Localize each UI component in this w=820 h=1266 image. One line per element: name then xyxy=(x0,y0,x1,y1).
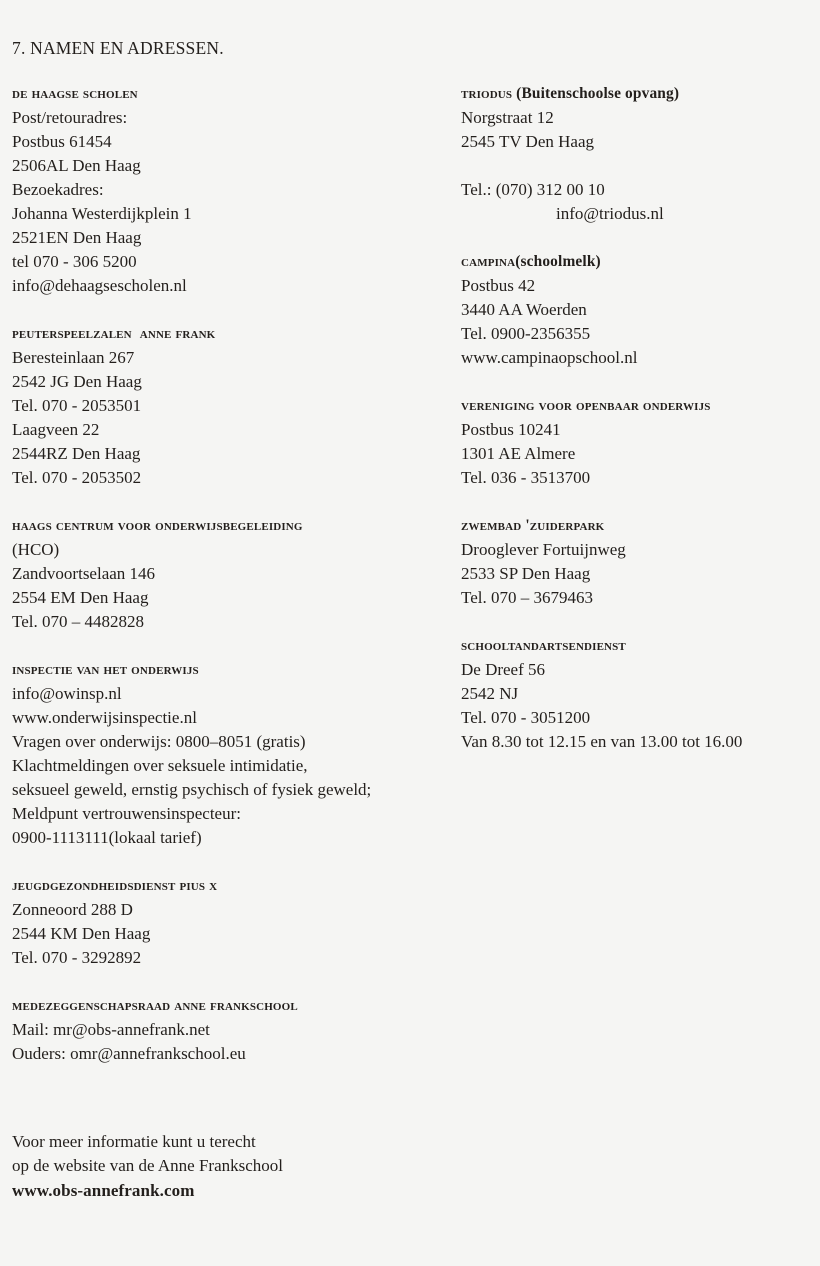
address-line: Tel.: (070) 312 00 10 xyxy=(461,180,605,199)
address-block xyxy=(461,514,820,610)
address-line: Mail: mr@obs-annefrank.net xyxy=(12,1020,210,1039)
address-block xyxy=(12,514,452,634)
address-line: Post/retouradres: xyxy=(12,108,128,127)
address-block xyxy=(461,394,820,490)
address-block-heading: de haagse scholen xyxy=(12,85,138,102)
address-line: Tel. 070 - 3051200 xyxy=(461,708,591,727)
address-block xyxy=(461,250,820,370)
address-line: Tel. 070 - 3292892 xyxy=(12,948,142,967)
address-line: 0900-1113111(lokaal tarief) xyxy=(12,828,202,847)
address-line: Norgstraat 12 xyxy=(461,108,554,127)
address-block xyxy=(12,658,452,850)
footer-line-1: Voor meer informatie kunt u terecht xyxy=(12,1132,256,1151)
address-line: 2554 EM Den Haag xyxy=(12,588,149,607)
address-line: 1301 AE Almere xyxy=(461,444,576,463)
heading-smallcaps-part: triodus xyxy=(461,85,513,102)
address-block-heading: jeugdgezondheidsdienst pius x xyxy=(12,877,218,894)
address-block-heading: schooltandartsendienst xyxy=(461,637,626,654)
address-line: Laagveen 22 xyxy=(12,420,100,439)
address-block xyxy=(461,82,820,226)
address-line: www.campinaopschool.nl xyxy=(461,348,638,367)
address-block xyxy=(12,82,452,298)
address-line: Tel. 036 - 3513700 xyxy=(461,468,591,487)
address-line: tel 070 - 306 5200 xyxy=(12,252,137,271)
address-line: seksueel geweld, ernstig psychisch of fysiek geweld; xyxy=(12,780,372,799)
address-block-heading: peuterspeelzalen anne frank xyxy=(12,325,216,342)
address-line: info@dehaagsescholen.nl xyxy=(12,276,187,295)
address-line: De Dreef 56 xyxy=(461,660,546,679)
address-block xyxy=(12,322,452,490)
address-line: 2544RZ Den Haag xyxy=(12,444,141,463)
address-line: 2506AL Den Haag xyxy=(12,156,141,175)
footer-line-2: op de website van de Anne Frankschool xyxy=(12,1156,283,1175)
address-line: www.onderwijsinspectie.nl xyxy=(12,708,197,727)
address-line: Postbus 61454 xyxy=(12,132,112,151)
address-line: Tel. 0900-2356355 xyxy=(461,324,591,343)
address-line: Ouders: omr@annefrankschool.eu xyxy=(12,1044,246,1063)
address-line: 2544 KM Den Haag xyxy=(12,924,151,943)
heading-normal-part: (Buitenschoolse opvang) xyxy=(512,85,680,102)
address-line: Bezoekadres: xyxy=(12,180,104,199)
address-line: Zandvoortselaan 146 xyxy=(12,564,156,583)
address-block-heading: haags centrum voor onderwijsbegeleiding xyxy=(12,517,303,534)
address-line: Klachtmeldingen over seksuele intimidatie, xyxy=(12,756,308,775)
address-line: 2542 NJ xyxy=(461,684,519,703)
address-line: Beresteinlaan 267 xyxy=(12,348,135,367)
address-block-heading: zwembad 'zuiderpark xyxy=(461,517,605,534)
address-block-heading: inspectie van het onderwijs xyxy=(12,661,199,678)
address-line: Vragen over onderwijs: 0800–8051 (gratis) xyxy=(12,732,306,751)
address-block xyxy=(12,994,452,1066)
address-line: 2542 JG Den Haag xyxy=(12,372,142,391)
footer xyxy=(12,1130,512,1204)
footer-website[interactable]: www.obs-annefrank.com xyxy=(12,1181,195,1200)
page-title: 7. NAMEN EN ADRESSEN. xyxy=(12,38,224,58)
address-line: Tel. 070 – 4482828 xyxy=(12,612,144,631)
address-block xyxy=(461,634,820,754)
address-line: Postbus 10241 xyxy=(461,420,561,439)
right-column xyxy=(461,82,820,778)
heading-smallcaps-part: campina xyxy=(461,253,516,270)
address-line: 2521EN Den Haag xyxy=(12,228,142,247)
blank-line xyxy=(461,154,820,178)
address-line: Drooglever Fortuijnweg xyxy=(461,540,626,559)
address-line: Van 8.30 tot 12.15 en van 13.00 tot 16.00 xyxy=(461,732,743,751)
address-line: info@owinsp.nl xyxy=(12,684,122,703)
address-block-heading xyxy=(461,250,820,274)
address-line: 3440 AA Woerden xyxy=(461,300,587,319)
address-line: Johanna Westerdijkplein 1 xyxy=(12,204,192,223)
heading-normal-part: (schoolmelk) xyxy=(515,253,601,270)
address-line: 2545 TV Den Haag xyxy=(461,132,594,151)
address-line: 2533 SP Den Haag xyxy=(461,564,591,583)
address-line: Zonneoord 288 D xyxy=(12,900,133,919)
address-block-heading xyxy=(461,82,820,106)
address-line: Tel. 070 - 2053501 xyxy=(12,396,142,415)
address-line: Tel. 070 - 2053502 xyxy=(12,468,142,487)
address-line: Postbus 42 xyxy=(461,276,536,295)
left-column xyxy=(12,82,452,1090)
address-block xyxy=(12,874,452,970)
address-line: Tel. 070 – 3679463 xyxy=(461,588,593,607)
address-line: (HCO) xyxy=(12,540,60,559)
address-block-heading: vereniging voor openbaar onderwijs xyxy=(461,397,711,414)
address-line: Meldpunt vertrouwensinspecteur: xyxy=(12,804,241,823)
address-block-heading: medezeggenschapsraad anne frankschool xyxy=(12,997,298,1014)
address-line-indented: info@triodus.nl xyxy=(556,204,664,223)
